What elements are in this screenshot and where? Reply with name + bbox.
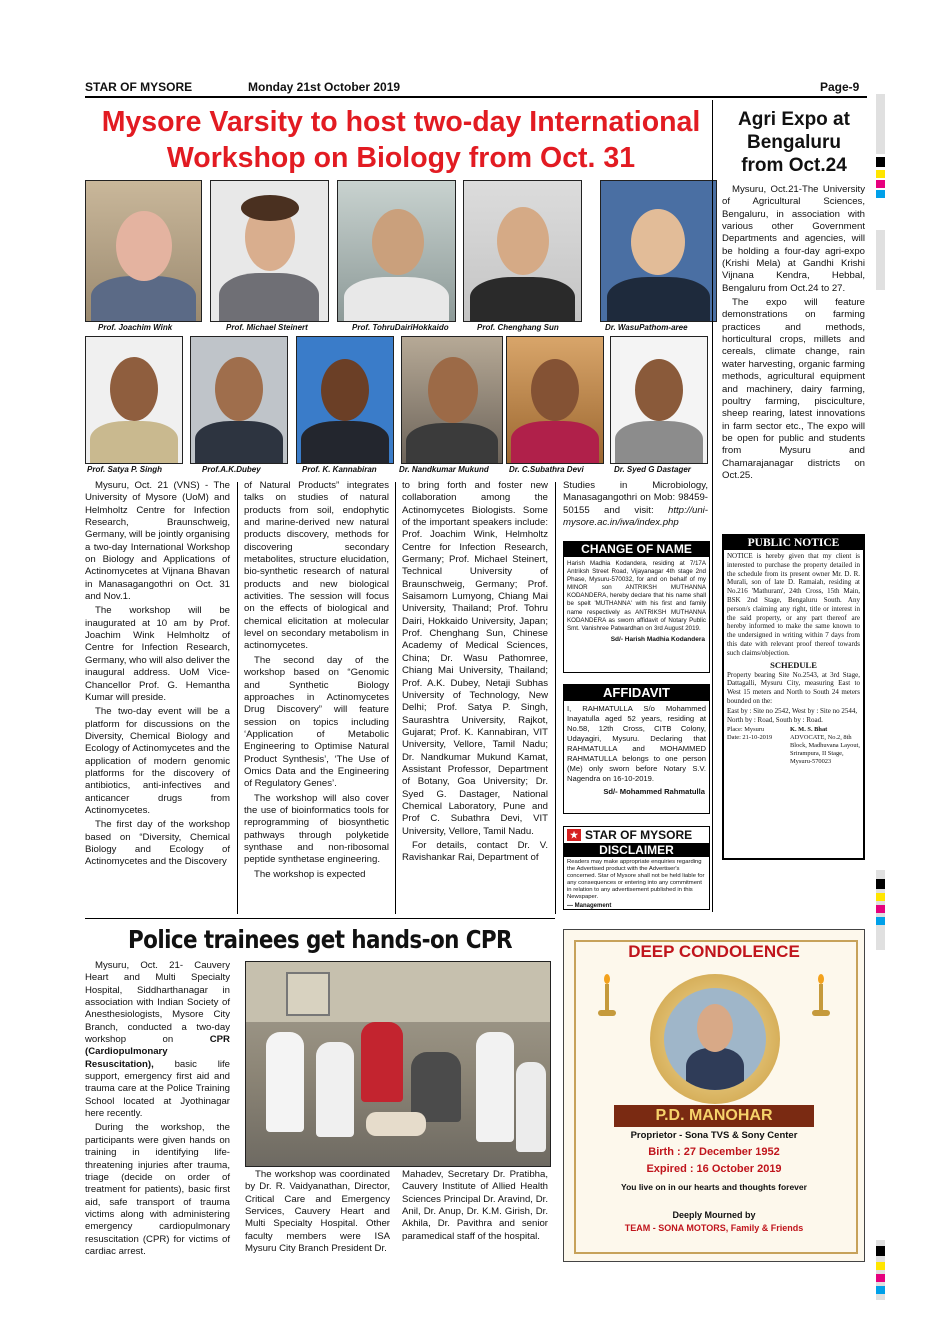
- paragraph: The workshop will be inaugurated at 10 am by Prof. Joachim Wink Helmholtz of Centre for Infection Research, Germany, who will also deliver the inaugural address. UoM Vice-Chancellor Prof. G. Hemantha Kumar will preside.: [85, 605, 230, 703]
- cpr-column-3: [402, 1169, 548, 1245]
- caption-3: Prof. TohruDairiHokkaido: [352, 323, 449, 332]
- expired-date: Expired : 16 October 2019: [646, 1163, 782, 1175]
- paragraph: During the workshop, the participants were given hands on training in identifying life-threatening injuries after trauma, triage (decide on order of treatment for patients), basic first aid, safe transport of trauma victims along with administering emergency cardiopulmonary resuscitation (CPR) for victims of cardiac arrest.: [85, 1122, 230, 1257]
- advocate-name: K. M. S. Bhat: [790, 726, 828, 734]
- paragraph: The first day of the workshop based on “Diversity, Chemical Biology and Ecology of Actinomycetes and the Discovery: [85, 819, 230, 868]
- caption-11: Dr. Syed G Dastager: [614, 465, 691, 474]
- paragraph: Studies in Microbiology, Manasagangothri on Mob: 98459-50155 and visit:: [563, 480, 708, 516]
- paragraph: [85, 960, 230, 1120]
- photo-syed-dastager: [610, 336, 708, 464]
- paragraph: Mahadev, Secretary Dr. Pratibha, Cauvery Institute of Allied Health Sciences Principal Dr. Aravind, Dr. Anil, Dr. Anup, Dr. K.M. Girish, Dr. Akhila, Dr. Pavithra and senior paramedical staff of the hospital.: [402, 1169, 548, 1242]
- schedule-body: Property bearing Site No.2543, at 3rd Stage, Dattagalli, Mysuru City, measuring East to West 15 meters and North to South 24 meters bounded on the:: [727, 670, 860, 705]
- column-divider: [555, 482, 556, 914]
- public-notice-box: [722, 534, 865, 860]
- headline-line-1: Mysore Varsity to host two-day International: [101, 106, 701, 138]
- cpr-intro: Mysuru, Oct. 21- Cauvery Heart and Multi Specialty Hospital, Siddharthanagar in association with Indian Society of Anesthesiologists, Mysore City Branch, conducted a two-day workshop on: [85, 960, 230, 1046]
- deceased-role: Proprietor - Sona TVS & Sony Center: [630, 1130, 798, 1141]
- affidavit-body: I, RAHMATULLA S/o Mohammed Inayatulla aged 52 years, residing at No.58, 12th Cross, CITB Colony, Udayagiri, Mysuru. Declaring that RAHMATULLA and MOHAMMED RAHMATULLA belongs to one person (Me) only sworn before Notary S.V. Nagendra on 16-10-2019.: [567, 704, 706, 783]
- agri-headline: [720, 108, 868, 177]
- paragraph: The two-day event will be a platform for discussions on the Diversity, Chemical Biology and Ecology of Actinomycetes and the application of modern genomic platforms for the discovery of antibiotics, anti-infectives and anticancer drugs from Actinomycetes.: [85, 706, 230, 816]
- article-column-2: [244, 480, 389, 883]
- portrait-frame: [650, 974, 780, 1104]
- article-column-1: [85, 480, 230, 871]
- caption-7: Prof.A.K.Dubey: [202, 465, 261, 474]
- mourned-by: Deeply Mourned by: [672, 1210, 756, 1220]
- column-divider: [237, 482, 238, 914]
- photo-michael-steinert: [210, 180, 329, 322]
- column-divider: [395, 482, 396, 914]
- paragraph: The workshop was coordinated by Dr. R. Vaidyanathan, Director, Critical Care and Emergency Services, Cauvery Heart and Multi Specialty Hospital. Other faculty members were ISA Mysuru City Branch President Dr.: [245, 1169, 390, 1255]
- article-column-4: [563, 480, 708, 529]
- advocate-address: ADVOCATE, No.2, 8th Block, Madhuvana Layout, Srirampura, II Stage, Mysuru-570023: [790, 734, 860, 766]
- article-column-3: [402, 480, 548, 867]
- cpr-column-1: [85, 960, 230, 1260]
- disclaimer-brand: STAR OF MYSORE: [585, 828, 693, 842]
- photo-wasu-pathom-aree: [600, 180, 717, 322]
- caption-8: Prof. K. Kannabiran: [302, 465, 377, 474]
- cpr-bold: CPR (Cardiopulmonary Resuscitation),: [85, 1034, 230, 1070]
- affidavit-title: AFFIDAVIT: [564, 685, 709, 701]
- schedule-bounds: East by : Site no 2542, West by : Site no 2544, North by : Road, South by : Road.: [727, 706, 858, 724]
- public-notice-body: NOTICE is hereby given that my client is interested to purchase the property detailed in the schedule from its present owner Mr. D. R. Murali, son of late D. Ramaiah, residing at No.216 'Mathuram', 24th Cross, 15th Main, BSK 2nd Stage, Bengaluru South. Any person/s claiming any right, title or interest in the said property, or any part thereof are hereby informed to make the same known to the undersigned in writing within 7 days from this date with relevant proof thereof towards such claims/objection.: [727, 552, 860, 657]
- change-of-name-box: [563, 541, 710, 673]
- main-headline: [85, 104, 717, 176]
- lamp-icon: [597, 974, 617, 1020]
- condolence-ad: [563, 929, 865, 1262]
- notice-date: Date: 21-10-2019: [727, 734, 773, 742]
- star-logo-icon: ★: [567, 829, 581, 841]
- public-notice-title: PUBLIC NOTICE: [724, 536, 863, 550]
- memory-line: You live on in our hearts and thoughts forever: [621, 1182, 807, 1192]
- birth-date: Birth : 27 December 1952: [648, 1146, 780, 1158]
- photo-ak-dubey: [190, 336, 288, 464]
- caption-2: Prof. Michael Steinert: [226, 323, 308, 332]
- schedule-title: SCHEDULE: [770, 659, 817, 670]
- notice-place: Place: Mysuru: [727, 726, 765, 734]
- paragraph: For details, contact Dr. V. Ravishankar Rai, Department of: [402, 839, 548, 864]
- section-rule: [85, 918, 555, 919]
- photo-subathra-devi: [506, 336, 604, 464]
- paragraph: The expo will feature demonstrations on farming practices and methods, horticultural crops, millets and cereals, climate change, rain water harvesting, organic farming methods, agricultural equipment and machinery, dairy farming, poultry farming, pisciculture, sheep rearing, latest innovations in farm sector etc., The expo will be open for public and students from Mysuru and Chamarajanagar districts on Oct.25.: [722, 297, 865, 481]
- paragraph: to bring forth and foster new collaboration among the Actinomycetes Biologists. Some of the important speakers include: Prof. Joachim Wink, Helmholtz Centre for Infection Research, Germany; Prof. Michael Steinert, Technical University of Braunschweig, Germany; Prof. Saisamorn Lumyong, Chiang Mai University, Thailand; Prof. Tohru Dairi, Hokkaido University, Japan; Prof. Chenghang Sun, Chinese Academy of Medical Sciences, China; Dr. Wasu Pathomree, Chiang Mai University, Thailand; Prof. A.K. Dubey, Netaji Subhas University of Technology, New Delhi; Prof. Satya P. Singh, Saurashtra University, Rajkot, Gujarat; Prof. K. Kannabiran, VIT University, Vellore, Tamil Nadu; Dr. Nandkumar Mukund Kamat, Assistant Professor, Department of Botany, Goa University; Dr. Syed G. Dastager, National Chemical Laboratory, Pune and Prof C. Subathra Devi, VIT University, Vellore, Tamil Nadu.: [402, 480, 548, 837]
- paragraph: The workshop will also cover the use of bioinformatics tools for reprogramming of biosynthetic pathways through polyketide synthase and non-ribosomal peptide synthetase engineering.: [244, 792, 389, 866]
- disclaimer-title: DISCLAIMER: [564, 843, 709, 857]
- paragraph: of Natural Products” integrates talks on studies of natural products from soil, endophytic and marine-derived new natural products discovery, methods for discovering secondary metabolites, structure elucidation, bio-synthetic research of natural products and new biological activities. The session will focus on the effects of biological and chemical elicitation at molecular level on secondary metabolism in actinomycetes.: [244, 480, 389, 652]
- caption-5: Dr. WasuPathom-aree: [605, 323, 688, 332]
- cpr-intro-end: basic life support, emergency first aid and trauma care at the Police Training School located at Jyothinagar here recently.: [85, 1058, 230, 1120]
- paragraph: Mysuru, Oct.21-The University of Agricultural Sciences, Bengaluru, in association with various other Government Departments and agencies, will be holding a four-day agri-expo (Krishi Mela) at Gandhi Krishi Vijnana Kendra, Hebbal, Bengaluru from Oct.24 to 27.: [722, 184, 865, 294]
- photo-nandkumar-mukund: [401, 336, 503, 464]
- portrait-photo: [664, 988, 766, 1090]
- page-number: Page-9: [820, 80, 860, 94]
- change-of-name-sign: Sd/- Harish Madhia Kodandera: [610, 635, 705, 643]
- deceased-name: P.D. MANOHAR: [614, 1105, 814, 1127]
- issue-date: Monday 21st October 2019: [248, 80, 401, 94]
- disclaimer-box: [563, 826, 710, 910]
- affidavit-box: [563, 684, 710, 814]
- disclaimer-sign: — Management: [567, 903, 612, 909]
- caption-4: Prof. Chenghang Sun: [477, 323, 559, 332]
- cpr-headline: Police trainees get hands-on CPR: [127, 926, 512, 956]
- caption-1: Prof. Joachim Wink: [98, 323, 173, 332]
- photo-satya-singh: [85, 336, 183, 464]
- agri-title-1: Agri Expo at: [738, 109, 850, 130]
- photo-chenghang-sun: [463, 180, 582, 322]
- paragraph: Mysuru, Oct. 21 (VNS) - The University of Mysore (UoM) and Helmholtz Centre for Infection Research, Braunschweig, Germany, will be jointly organising a two-day International Workshop on Biology and Applications of Actinomycetes at Vijnana Bhavan in Manasagangothri on Oct. 31 and Nov.1.: [85, 480, 230, 603]
- mourners: TEAM - SONA MOTORS, Family & Friends: [624, 1223, 804, 1233]
- caption-9: Dr. Nandkumar Mukund: [399, 465, 489, 474]
- photo-k-kannabiran: [296, 336, 394, 464]
- agri-article: [722, 184, 865, 484]
- website-link[interactable]: http://uni-mysore.ac.in/iwa/index.php: [563, 504, 708, 529]
- affidavit-sign: Sd/- Mohammed Rahmatulla: [603, 787, 705, 796]
- change-of-name-title: CHANGE OF NAME: [564, 542, 709, 557]
- caption-6: Prof. Satya P. Singh: [87, 465, 162, 474]
- paper-name: STAR OF MYSORE: [85, 80, 193, 94]
- column-divider: [712, 100, 713, 912]
- paragraph: The second day of the workshop based on “Genomic and Synthetic Biology approaches in Actinomycetes Drug Discovery” will feature session on topics including ‘Application of Metabolic Engineering to Optimise Natural Product Synthesis’, ‘The Use of Omics Data and the Engineering of Regulatory Genes’.: [244, 654, 389, 790]
- paragraph: The workshop is expected: [254, 868, 366, 880]
- photo-tohru-dairi: [337, 180, 456, 322]
- agri-title-2: Bengaluru: [747, 132, 841, 153]
- photo-joachim-wink: [85, 180, 202, 322]
- header-rule: [85, 96, 867, 98]
- cpr-column-2: [245, 1169, 390, 1257]
- caption-10: Dr. C.Subathra Devi: [509, 465, 584, 474]
- disclaimer-body: Readers may make appropriate enquiries regarding the Advertised product with the Advertiser's concerned. Star of Mysore shall not be held liable for any consequences or entering into any commitment in relation to any advertisement published in this Newspaper.: [567, 859, 705, 900]
- lamp-icon: [811, 974, 831, 1020]
- condolence-title: DEEP CONDOLENCE: [628, 942, 800, 961]
- headline-line-2: Workshop on Biology from Oct. 31: [166, 142, 636, 174]
- change-of-name-body: Harish Madhia Kodandera, residing at 7/17A Antriksh Street Road, Vijayanagar 4th stage 2nd Phase, Mysuru-570032, for and on behalf of my MINOR son ANTRIKSH MUTHANNA KODANDERA, hereby declare that his name shall be spelt 'MUTHANNA' with his first and family name respectively as ANTRIKSH MUTHANNA KODANDERA as sworn affidavit of Notary Public Smt. Vanishree Patwardhan on 3rd August 2019.: [567, 560, 706, 632]
- agri-title-3: from Oct.24: [741, 155, 847, 176]
- cpr-training-photo: [245, 961, 551, 1167]
